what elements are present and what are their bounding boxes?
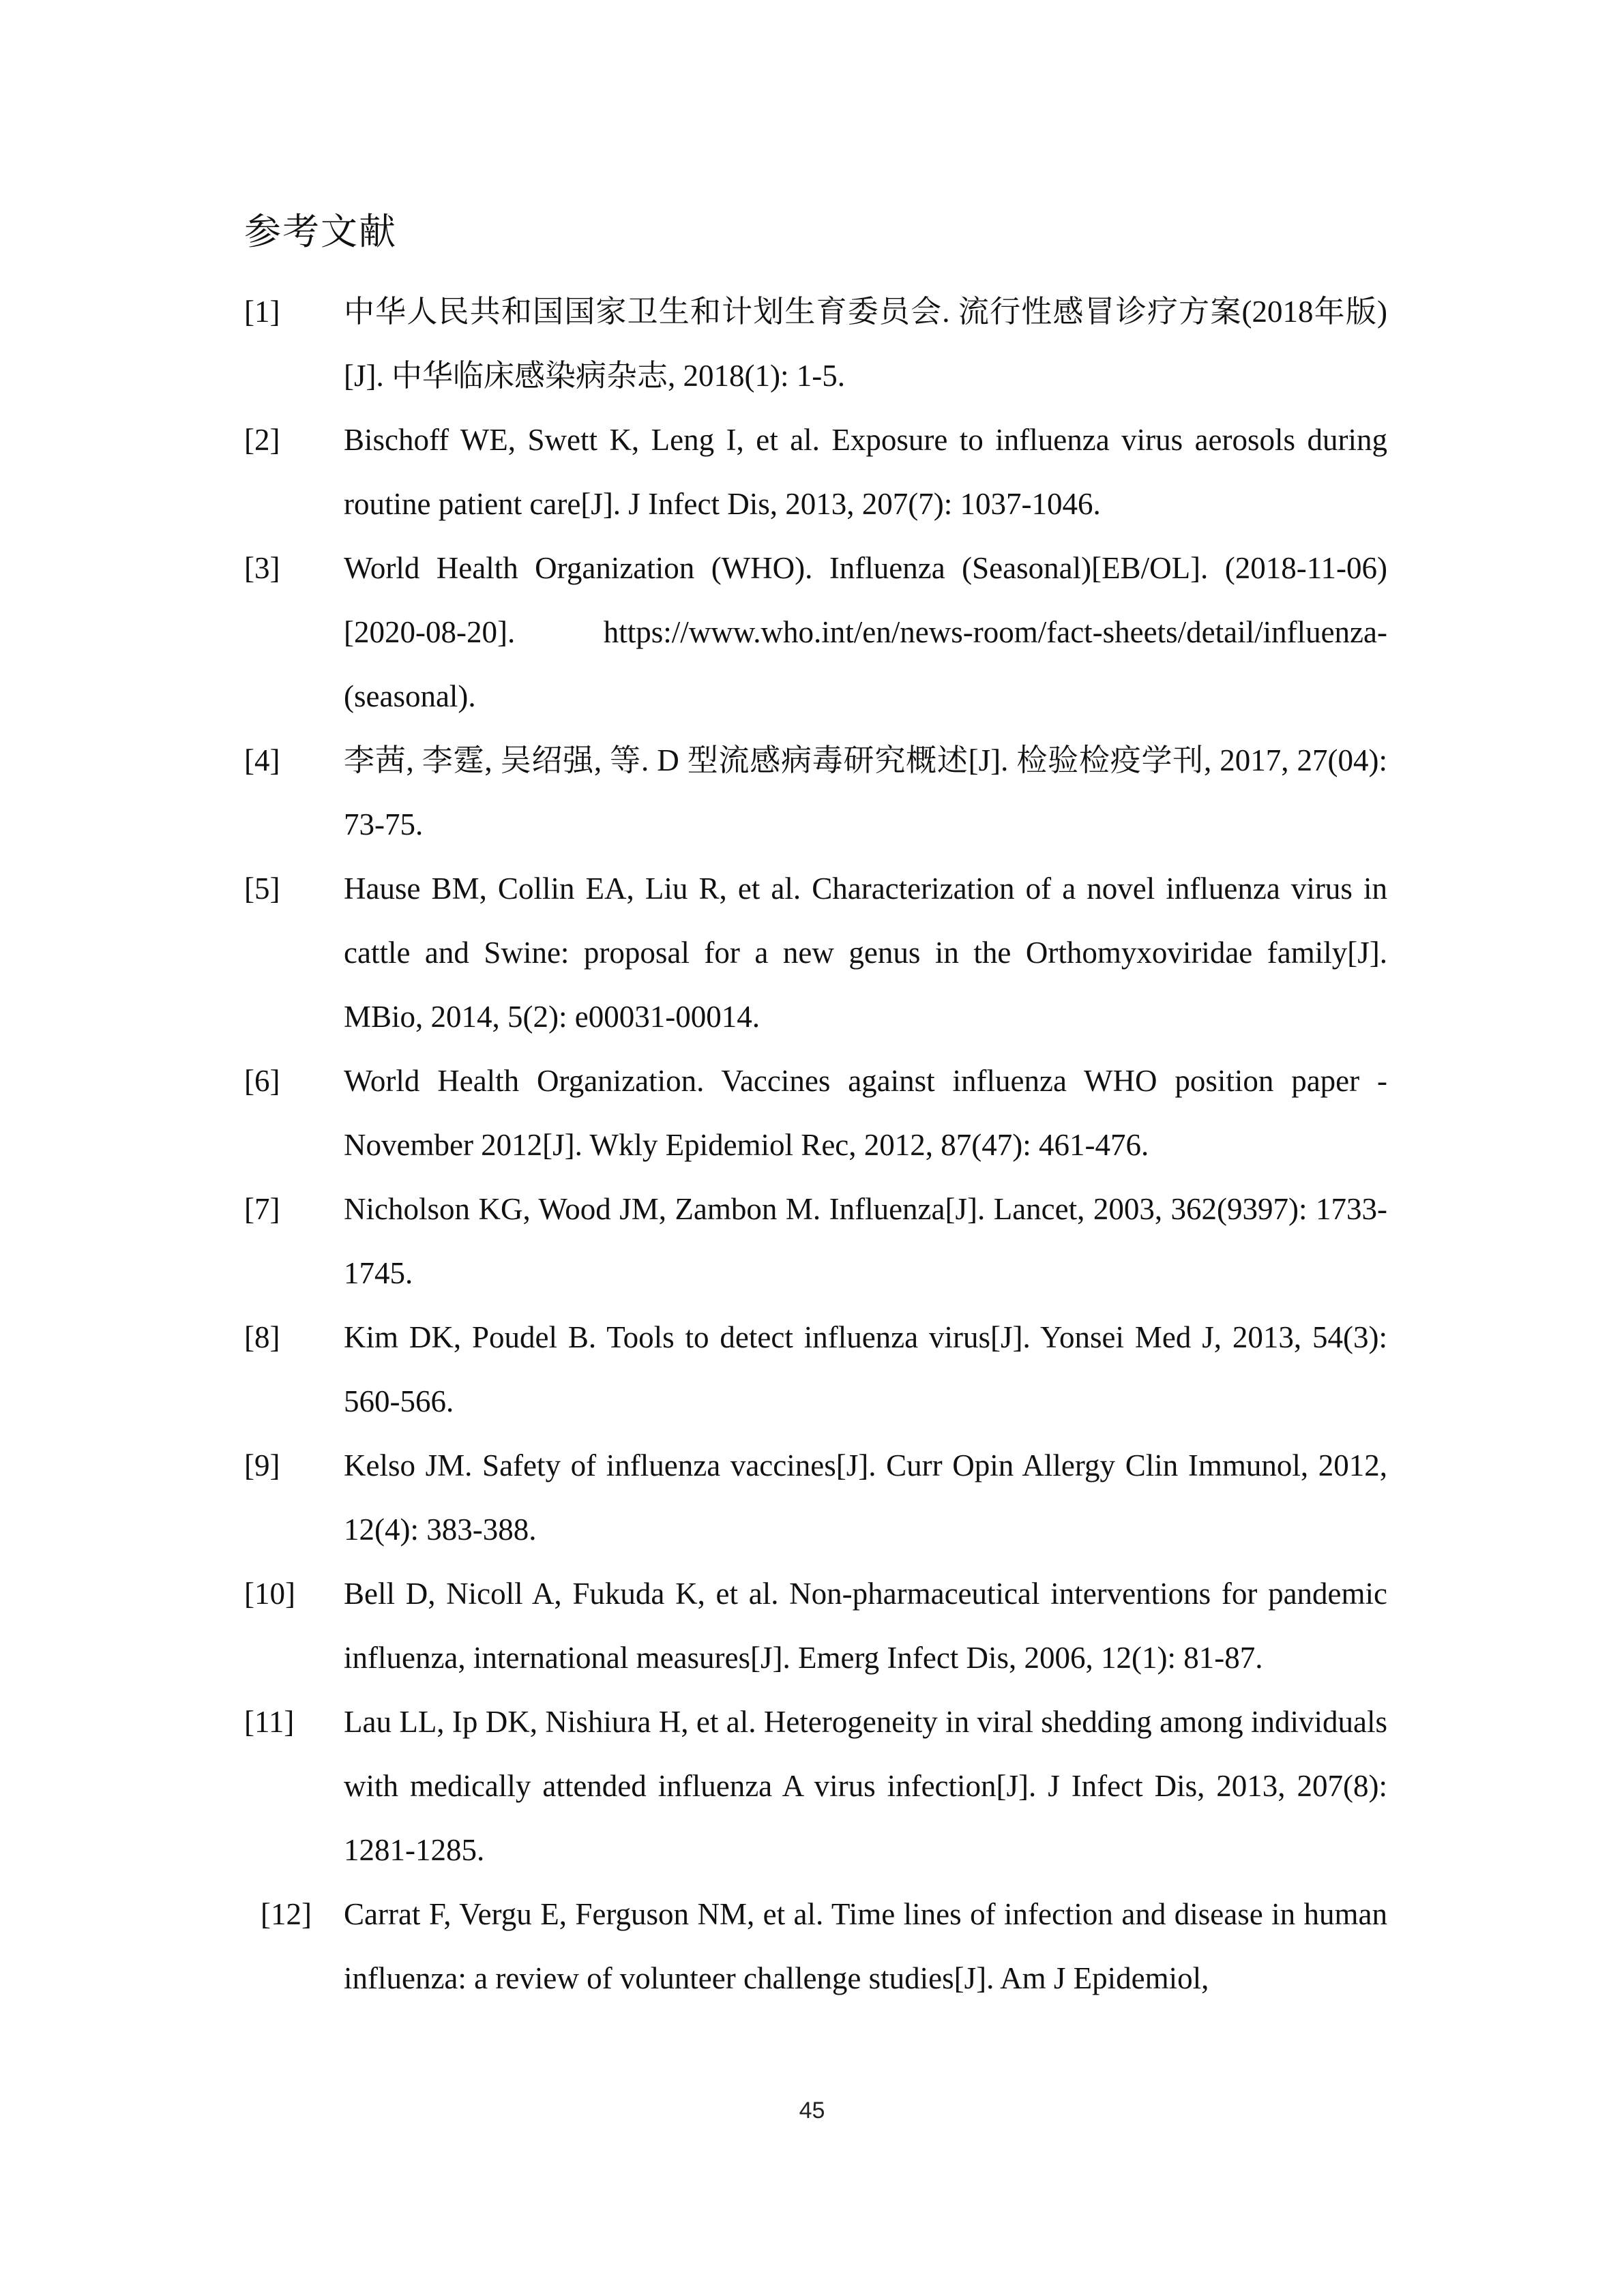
- reference-text: 李茜, 李霆, 吴绍强, 等. D 型流感病毒研究概述[J]. 检验检疫学刊, 2017, 27(04): 73-75.: [344, 743, 1387, 841]
- reference-number: [5]: [244, 871, 280, 906]
- reference-text: Bell D, Nicoll A, Fukuda K, et al. Non-pharmaceutical interventions for pandemic influenza, international measures[J]. Emerg Infect Dis, 2006, 12(1): 81-87.: [344, 1577, 1387, 1675]
- reference-text: World Health Organization. Vaccines against influenza WHO position paper - November 2012[J]. Wkly Epidemiol Rec, 2012, 87(47): 461-476.: [344, 1064, 1387, 1162]
- reference-text: Lau LL, Ip DK, Nishiura H, et al. Heterogeneity in viral shedding among individuals with medically attended influenza A virus infection[J]. J Infect Dis, 2013, 207(8): 1281-1285.: [344, 1705, 1387, 1867]
- reference-item: [244, 1562, 1387, 1690]
- section-heading: 参考文献: [244, 210, 397, 253]
- reference-text: 中华人民共和国国家卫生和计划生育委员会. 流行性感冒诊疗方案(2018年版)[J]. 中华临床感染病杂志, 2018(1): 1-5.: [344, 295, 1387, 393]
- reference-item: [244, 1882, 1387, 2010]
- reference-number: [8]: [244, 1320, 280, 1354]
- reference-number: [10]: [244, 1577, 295, 1611]
- reference-number: [9]: [244, 1448, 280, 1482]
- reference-number: [7]: [244, 1192, 280, 1226]
- reference-item: [244, 728, 1387, 856]
- reference-item: [244, 1690, 1387, 1882]
- reference-item: [244, 856, 1387, 1049]
- reference-number: [1]: [244, 295, 280, 329]
- page-number: 45: [799, 2098, 825, 2123]
- reference-number: [3]: [244, 551, 280, 585]
- reference-list: [244, 280, 1387, 2010]
- reference-text: Carrat F, Vergu E, Ferguson NM, et al. Time lines of infection and disease in human influenza: a review of volunteer challenge studies[J]. Am J Epidemiol,: [344, 1897, 1387, 1995]
- reference-item: [244, 1305, 1387, 1433]
- reference-text: Hause BM, Collin EA, Liu R, et al. Characterization of a novel influenza virus in cattle and Swine: proposal for a new genus in the Orthomyxoviridae family[J]. MBio, 2014, 5(2): e00031-00014.: [344, 871, 1387, 1034]
- reference-text: World Health Organization (WHO). Influenza (Seasonal)[EB/OL]. (2018-11-06) [2020-08-20]. https://www.who.int/en/news-room/fact-sheets/detail/influenza-(seasonal).: [344, 551, 1387, 713]
- reference-text: Bischoff WE, Swett K, Leng I, et al. Exposure to influenza virus aerosols during routine patient care[J]. J Infect Dis, 2013, 207(7): 1037-1046.: [344, 423, 1387, 521]
- reference-text: Kelso JM. Safety of influenza vaccines[J]. Curr Opin Allergy Clin Immunol, 2012, 12(4): 383-388.: [344, 1448, 1387, 1547]
- reference-number: [6]: [244, 1064, 280, 1098]
- reference-item: [244, 1177, 1387, 1305]
- reference-text: Kim DK, Poudel B. Tools to detect influenza virus[J]. Yonsei Med J, 2013, 54(3): 560-566.: [344, 1320, 1387, 1418]
- reference-number: [4]: [244, 743, 280, 777]
- reference-number: [12]: [261, 1897, 312, 1931]
- reference-text: Nicholson KG, Wood JM, Zambon M. Influenza[J]. Lancet, 2003, 362(9397): 1733-1745.: [344, 1192, 1387, 1290]
- reference-item: [244, 536, 1387, 728]
- reference-number: [11]: [244, 1705, 295, 1739]
- reference-number: [2]: [244, 423, 280, 457]
- reference-item: [244, 1049, 1387, 1177]
- reference-item: [244, 280, 1387, 408]
- reference-item: [244, 408, 1387, 536]
- reference-item: [244, 1433, 1387, 1562]
